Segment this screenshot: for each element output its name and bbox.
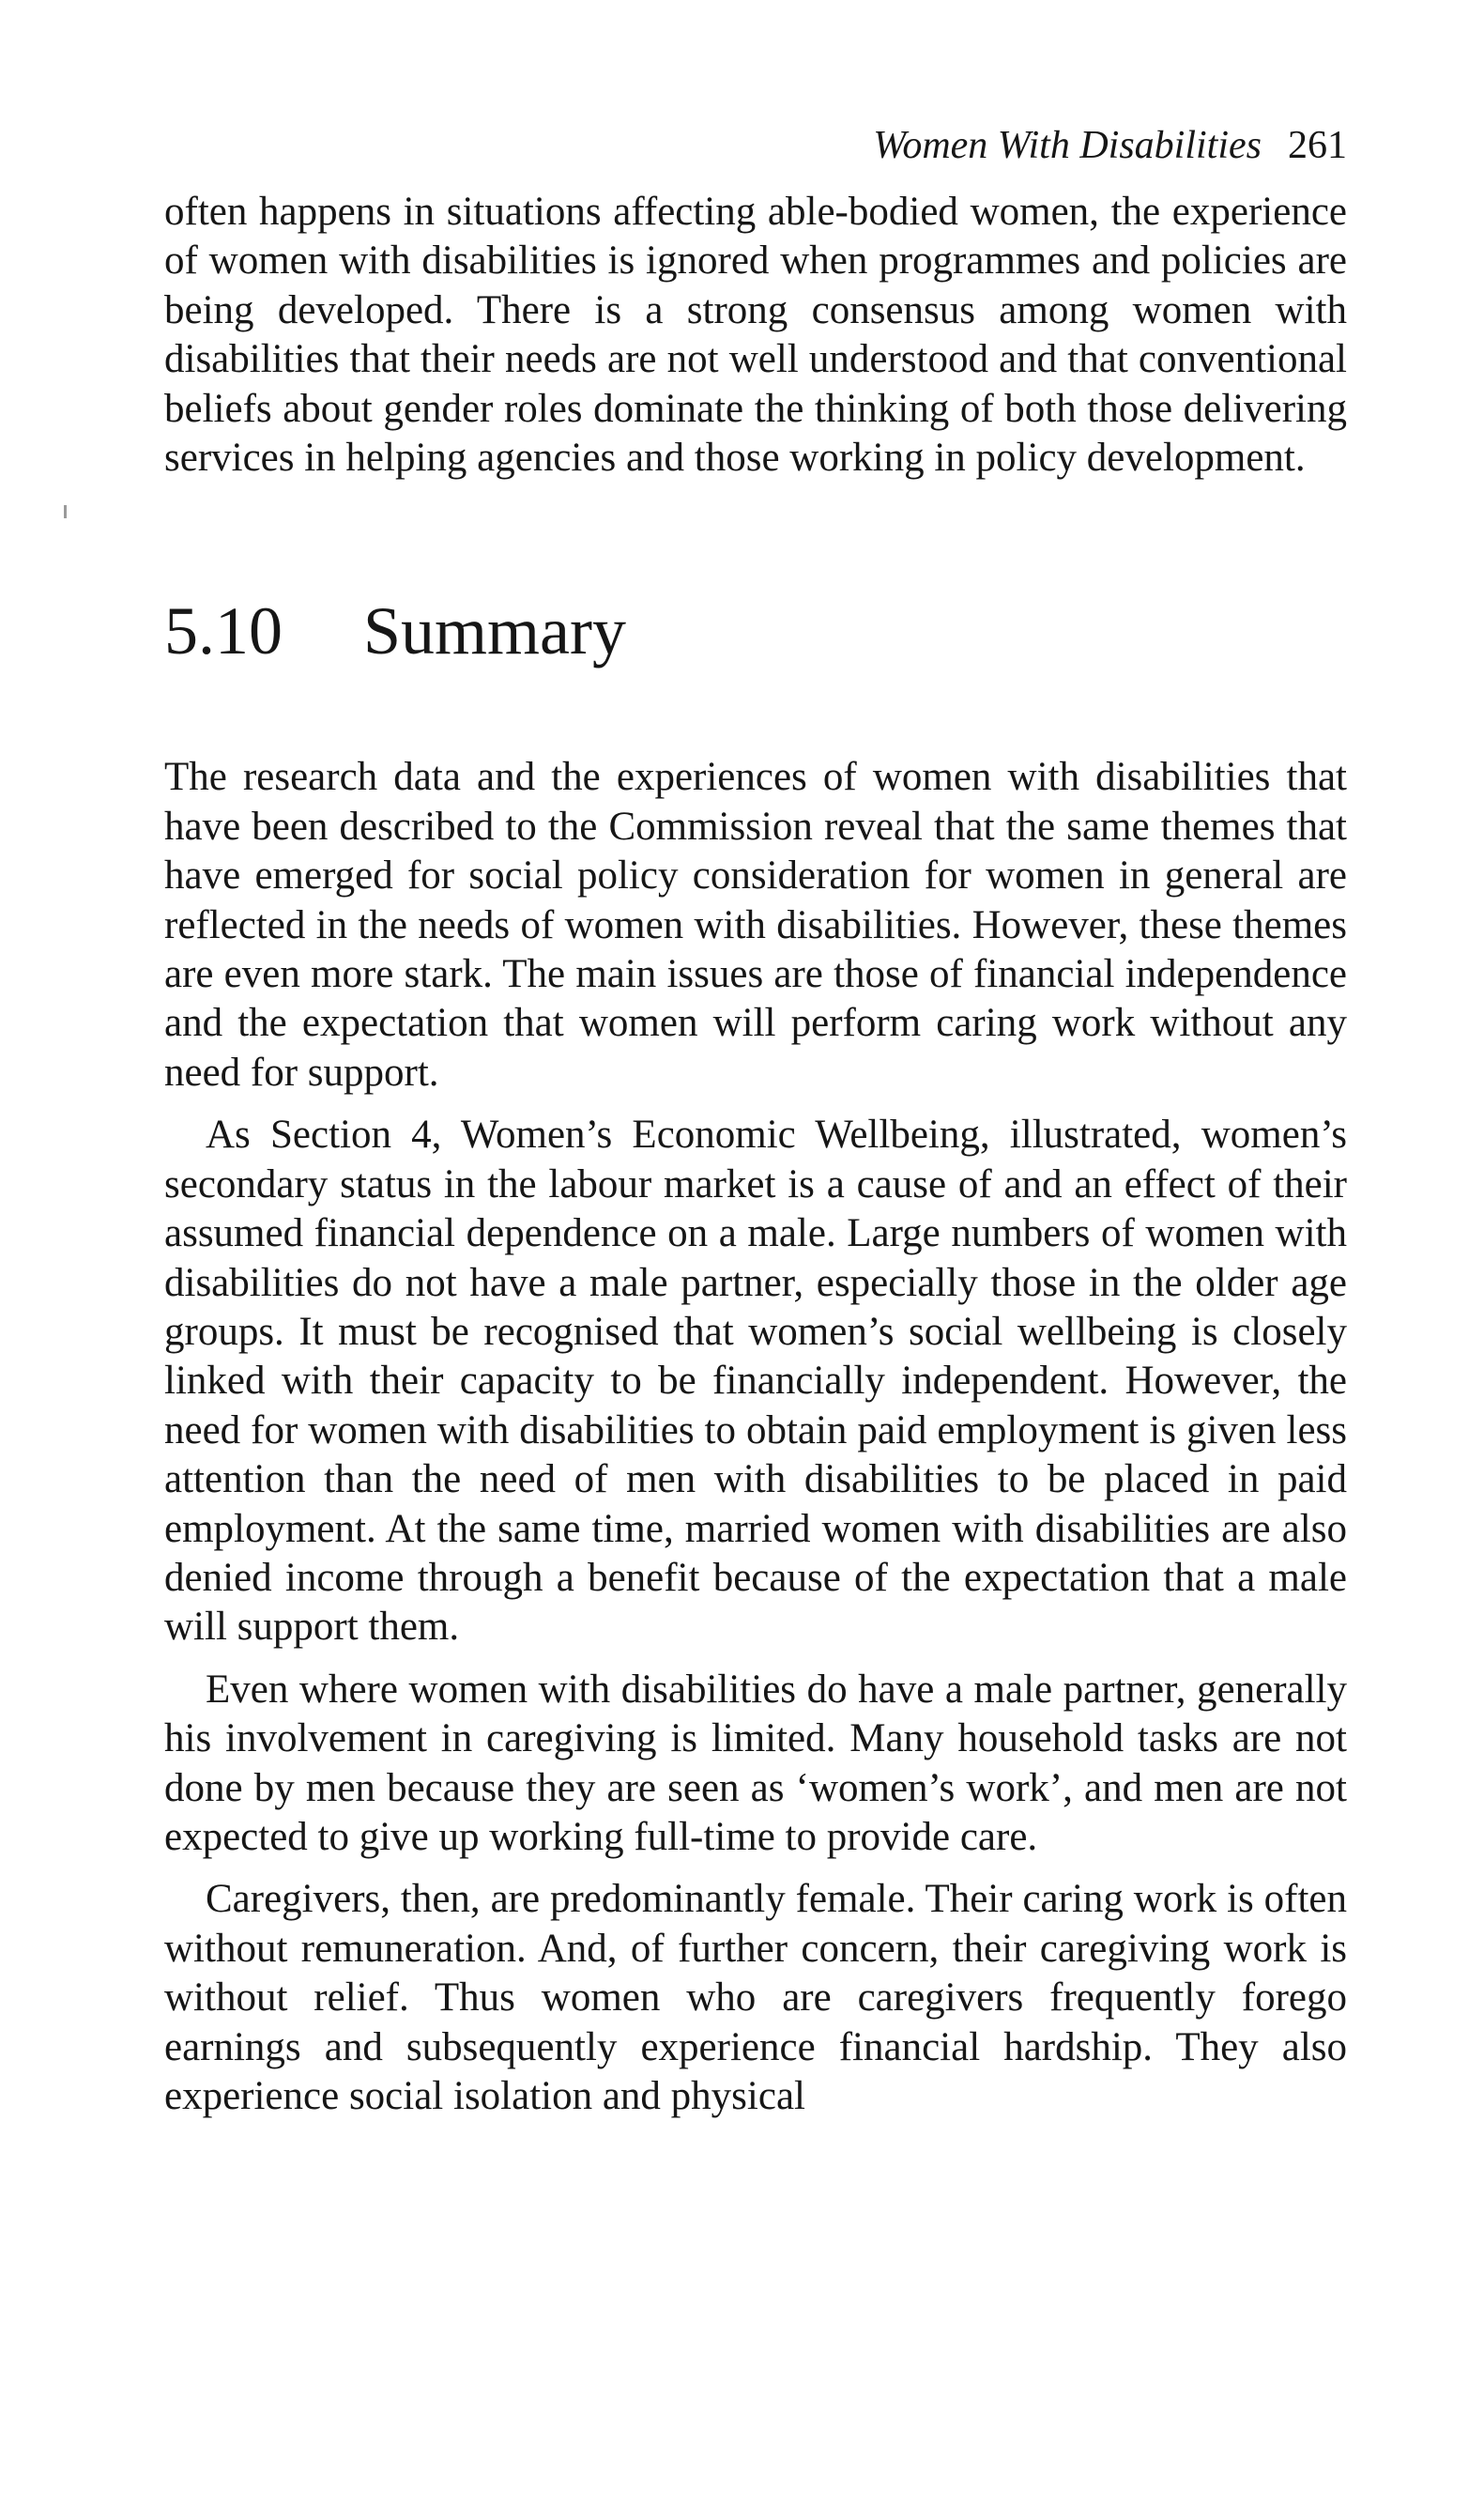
book-page (164, 122, 1347, 2121)
summary-paragraph-3: Even where women with disabilities do have a male partner, generally his involvement in caregiving is limited. Many household tasks are not done by men because they are seen as ‘women’s work’, and men are not expected to give up working full-time to provide care. (164, 1667, 1347, 1859)
section-number: 5.10 (164, 593, 283, 669)
continued-paragraph: often happens in situations affecting able-bodied women, the experience of women with disabilities is ignored when programmes and policies are being developed. There is a strong consensus among women with disabilities that their needs are not well understood and that conventional beliefs about gender roles dominate the thinking of both those delivering services in helping agencies and those working in policy development. (164, 190, 1347, 481)
summary-paragraph-1: The research data and the experiences of women with disabilities that have been described to the Commission reveal that the same themes that have emerged for social policy consideration for women in general are reflected in the needs of women with disabilities. However, these themes are even more stark. The main issues are those of financial independence and the expectation that women will perform caring work without any need for support. (164, 755, 1347, 1095)
summary-paragraph-4: Caregivers, then, are predominantly female. Their caring work is often without remuneration. And, of further concern, their caregiving work is without relief. Thus women who are caregivers frequently forego earnings and subsequently experience financial hardship. They also experience social isolation and physical (164, 1877, 1347, 2118)
summary-paragraph-2: As Section 4, Women’s Economic Wellbeing, illustrated, women’s secondary status in the labour market is a cause of and an effect of their assumed financial dependence on a male. Large numbers of women with disabilities do not have a male partner, especially those in the older age groups. It must be recognised that women’s social wellbeing is closely linked with their capacity to be financially independent. However, the need for women with disabilities to obtain paid employment is given less attention than the need of men with disabilities to be placed in paid employment. At the same time, married women with disabilities are also denied income through a benefit because of the expectation that a male will support them. (164, 1113, 1347, 1650)
section-heading (164, 593, 1347, 669)
section-title: Summary (363, 593, 626, 669)
running-head-title: Women With Disabilities (873, 124, 1262, 167)
margin-speck (64, 505, 67, 518)
running-head (164, 122, 1347, 169)
page-number: 261 (1288, 124, 1347, 167)
